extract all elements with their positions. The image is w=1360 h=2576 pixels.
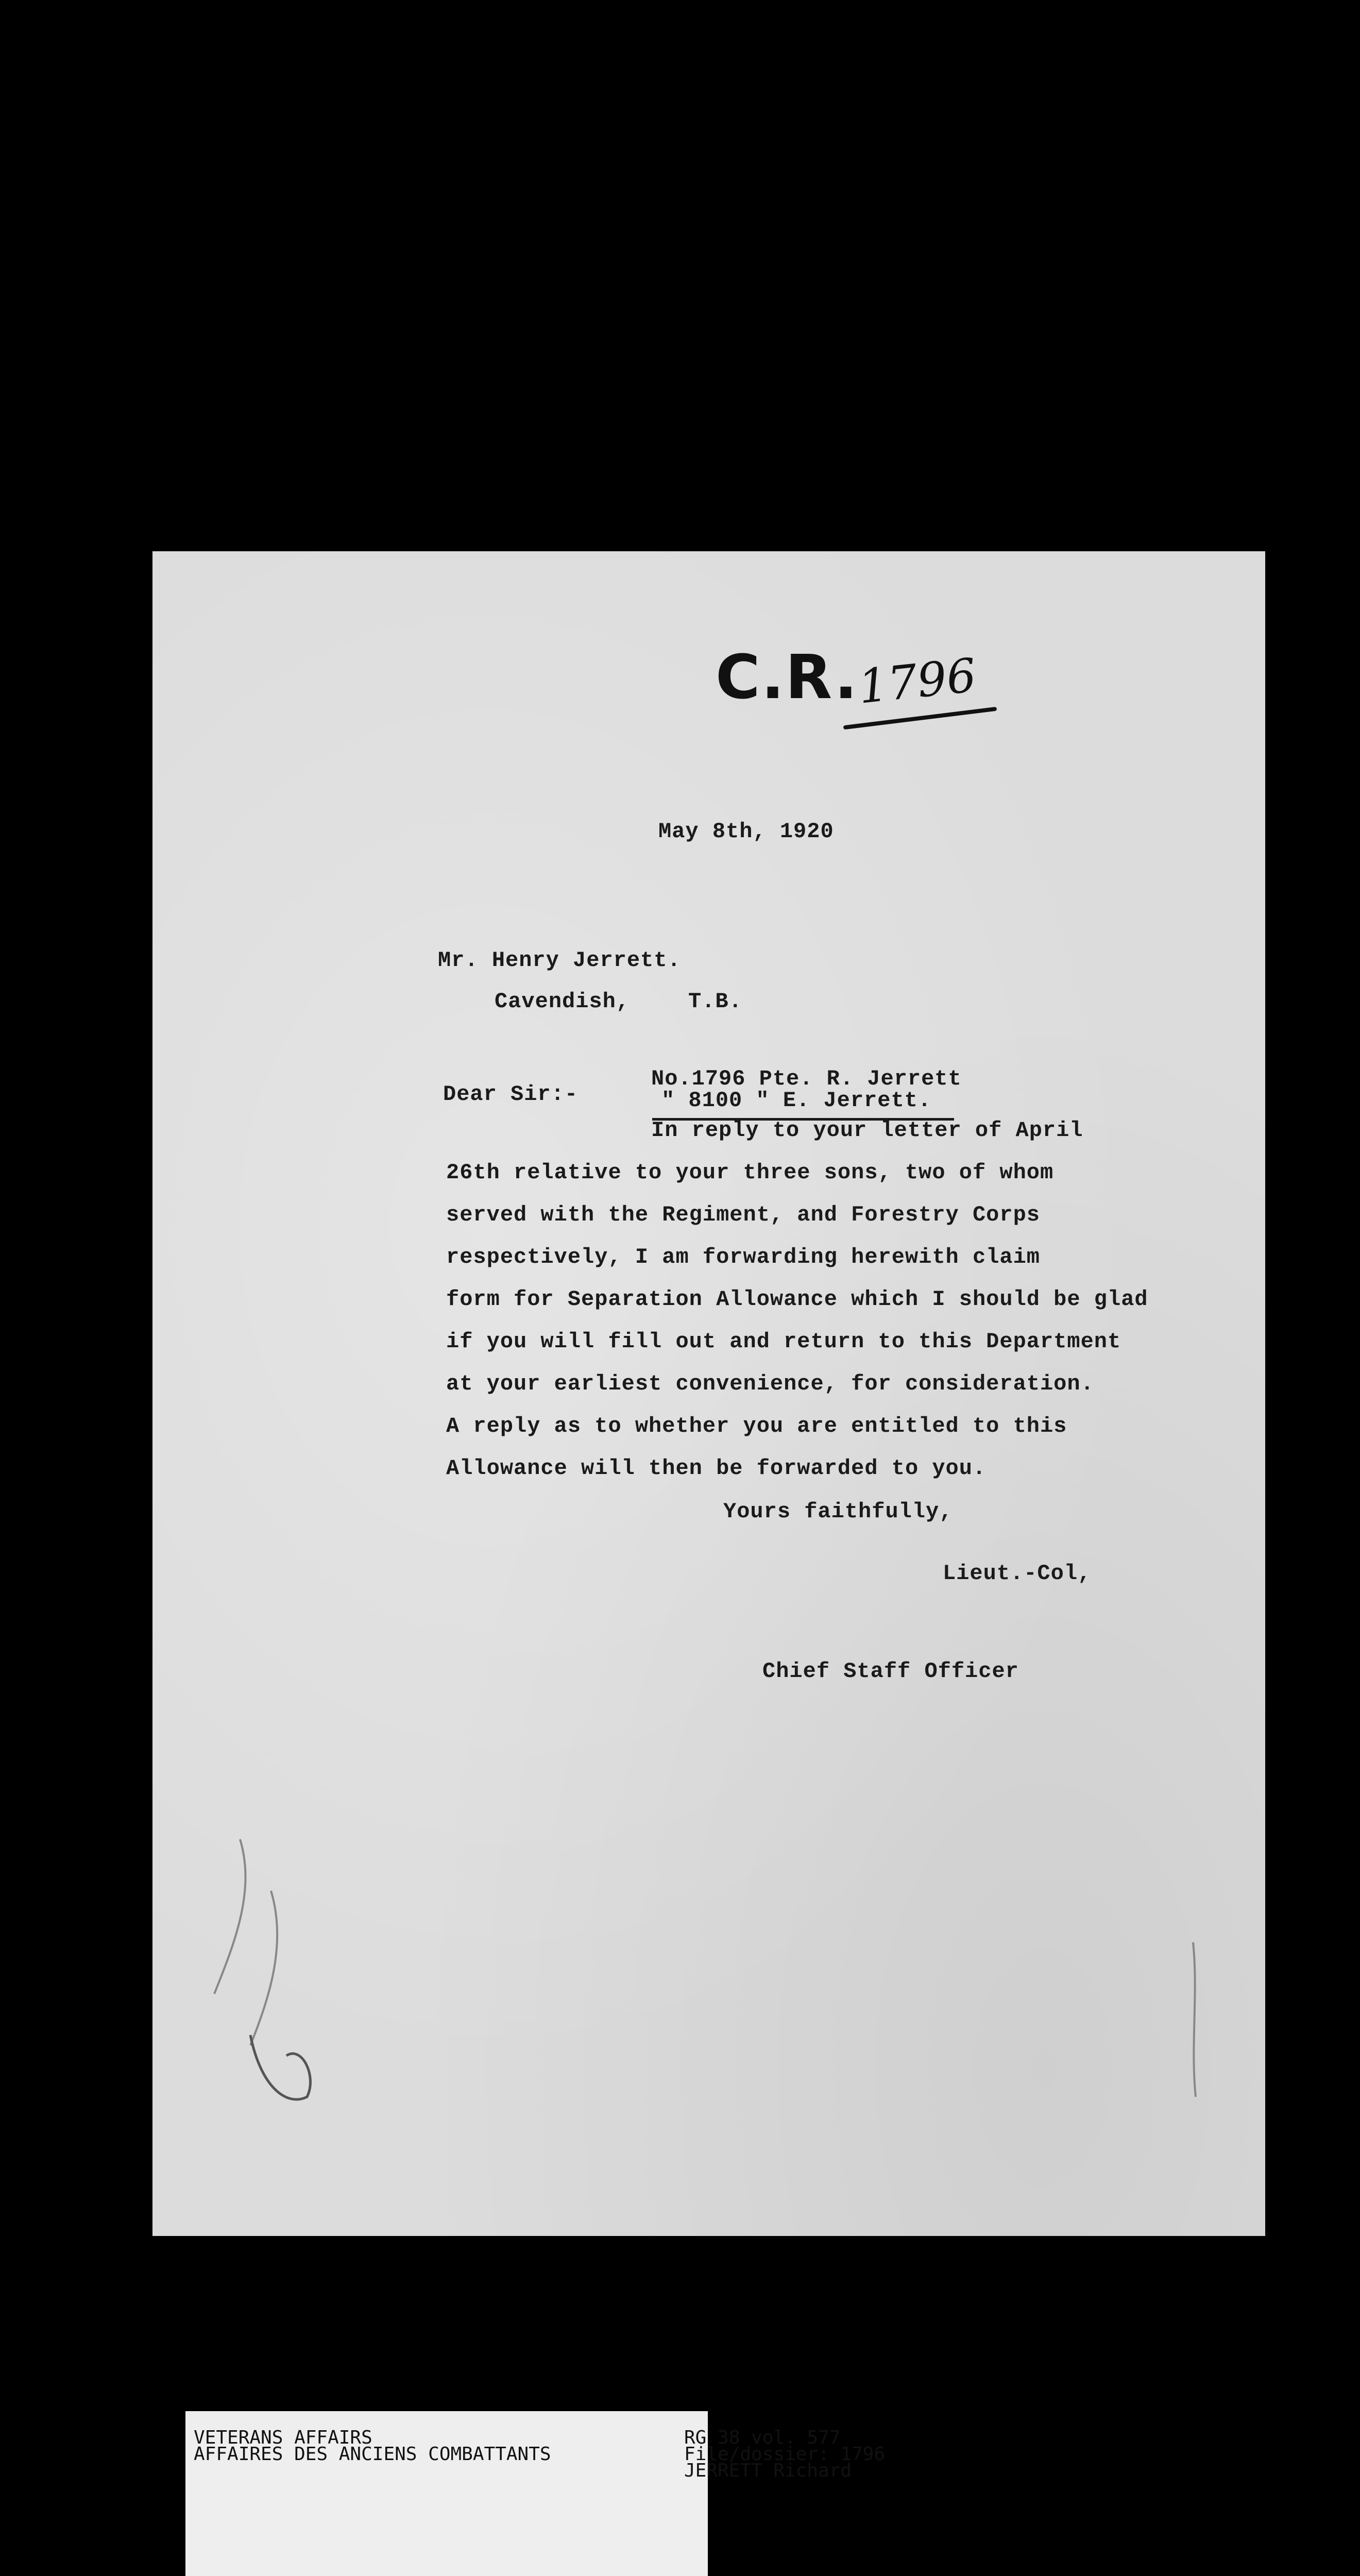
closing: Yours faithfully, bbox=[723, 1499, 953, 1524]
cr-stamp: C.R. bbox=[716, 641, 859, 713]
record-group: RG 38 vol. 577 bbox=[684, 2427, 841, 2448]
body-line: served with the Regiment, and Forestry Corps bbox=[446, 1202, 1040, 1227]
letter-date: May 8th, 1920 bbox=[658, 819, 834, 844]
body-line: Allowance will then be forwarded to you. bbox=[446, 1456, 987, 1481]
recipient-name: Mr. Henry Jerrett. bbox=[438, 948, 681, 973]
body-line: at your earliest convenience, for consideration. bbox=[446, 1371, 1094, 1396]
file-reference: File/dossier: 1796 bbox=[684, 2444, 886, 2465]
reference-line-1: No.1796 Pte. R. Jerrett bbox=[651, 1066, 962, 1091]
department-en: VETERANS AFFAIRS bbox=[194, 2427, 372, 2448]
body-line: form for Separation Allowance which I should be glad bbox=[446, 1287, 1148, 1312]
reference-line-2: " 8100 " E. Jerrett. bbox=[661, 1088, 932, 1113]
letter-sheet bbox=[152, 551, 1265, 2236]
archive-label-card bbox=[185, 2411, 886, 2576]
recipient-region: T.B. bbox=[688, 989, 742, 1014]
body-line: In reply to your letter of April bbox=[651, 1118, 1083, 1143]
signatory-rank: Lieut.-Col, bbox=[943, 1561, 1092, 1586]
body-line: respectively, I am forwarding herewith claim bbox=[446, 1245, 1040, 1269]
department-fr: AFFAIRES DES ANCIENS COMBATTANTS bbox=[194, 2444, 551, 2465]
body-line: if you will fill out and return to this Department bbox=[446, 1329, 1121, 1354]
signatory-title: Chief Staff Officer bbox=[762, 1659, 1019, 1684]
person-name: JERRETT Richard bbox=[684, 2460, 852, 2481]
salutation: Dear Sir:- bbox=[443, 1082, 579, 1107]
handwritten-file-number: 1796 bbox=[856, 648, 979, 715]
body-line: 26th relative to your three sons, two of whom bbox=[446, 1160, 1054, 1185]
body-line: A reply as to whether you are entitled to this bbox=[446, 1414, 1067, 1438]
recipient-place: Cavendish, bbox=[495, 989, 630, 1014]
